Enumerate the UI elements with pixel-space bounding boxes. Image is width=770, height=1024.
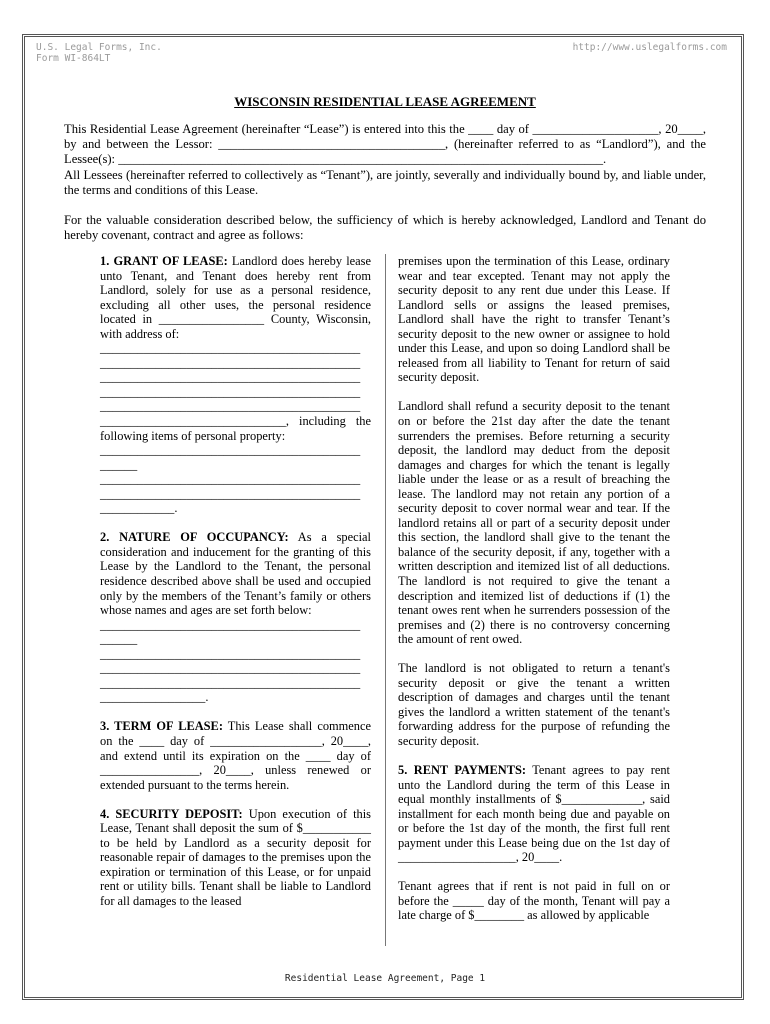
blank-line: __________________________________________	[100, 646, 361, 661]
section-grant-of-lease	[100, 254, 371, 341]
blank-line: __________________________________________	[100, 661, 361, 676]
intro-paragraph-tenants: All Lessees (hereinafter referred to collectively as “Tenant”), are jointly, severally and individually bound by, and liable under, the terms and conditions of this Lease.	[64, 167, 706, 197]
section-heading: 5. RENT PAYMENTS:	[398, 763, 526, 777]
blank-line: ____________.	[100, 501, 178, 516]
blank-line: __________________________________________	[100, 341, 361, 356]
late-charge-paragraph: Tenant agrees that if rent is not paid in full on or before the _____ day of the month, Tenant will pay a late charge of $________ as allowed by applicable	[398, 879, 670, 923]
blank-line: __________________________________________	[100, 399, 361, 414]
column-divider	[385, 254, 386, 946]
section-text: As a special consideration and inducement for the granting of this Lease by the Landlord to the Tenant, the personal residence described above shall be used and occupied only by the members of the Tenant’s family or others whose names and ages are set forth below:	[100, 530, 371, 618]
security-deposit-continued: premises upon the termination of this Lease, ordinary wear and tear excepted. Tenant may not apply the security deposit to any rent due under this Lease. If Landlord sells or assigns the leased premises, Landlord shall have the right to transfer Tenant’s security deposit to the new owner or assignee to hold under this Lease, and upon so doing Landlord shall be released from all liability to Tenant for return of said security deposit.	[398, 254, 670, 385]
blank-line: __________________________________________	[100, 617, 361, 632]
right-column	[398, 254, 670, 923]
blank-line: __________________________________________	[100, 443, 361, 458]
page-footer: Residential Lease Agreement, Page 1	[284, 973, 486, 984]
section-term-of-lease	[100, 719, 371, 792]
deposit-refund-paragraph: Landlord shall refund a security deposit to the tenant on or before the 21st day after the date the tenant surrenders the premises. Before returning a security deposit, the landlord may deduct from the deposit damages and charges for which the tenant is legally liable under the lease or as a result of breaching the lease. The landlord may not retain any portion of a security deposit to cover normal wear and tear. If the landlord retains all or part of a security deposit under this section, the landlord shall give to the tenant the balance of the security deposit, if any, together with a written description and itemized list of all deductions. The landlord is not required to give the tenant a description and itemized list of deductions if (1) the tenant owes rent when he surrenders possession of the premises and (2) there is no controversy concerning the amount of rent owed.	[398, 399, 670, 647]
section-text: Tenant agrees to pay rent unto the Landlord during the term of this Lease in equal monthly installments of $_____________, said installment for each month being due and payable on or before the 1st day of the month, the first full rent payment under this Lease being due on the 1st day of ___________________, 20____.	[398, 763, 670, 865]
left-column	[100, 254, 371, 908]
publisher-name: U.S. Legal Forms, Inc.	[36, 42, 162, 53]
section-nature-of-occupancy	[100, 530, 371, 617]
blank-line: _________________.	[100, 690, 209, 705]
blank-line: __________________________________________	[100, 384, 361, 399]
forwarding-address-paragraph: The landlord is not obligated to return a tenant's security deposit or give the tenant a written description of damages and charges until the tenant gives the landlord a written statement of the tenant's forwarding address for the purpose of refunding the security deposit.	[398, 661, 670, 748]
publisher-header	[36, 42, 162, 64]
blank-line: __________________________________________	[100, 472, 361, 487]
document-title: WISCONSIN RESIDENTIAL LEASE AGREEMENT	[234, 94, 536, 109]
intro-section	[64, 122, 706, 243]
section-rent-payments	[398, 763, 670, 865]
publisher-url[interactable]: http://www.uslegalforms.com	[572, 42, 727, 53]
section-heading: 2. NATURE OF OCCUPANCY:	[100, 530, 289, 545]
blank-line: __________________________________________	[100, 675, 361, 690]
personal-property-intro: ______________________________, including the following items of personal property:	[100, 414, 371, 443]
section-heading: 4. SECURITY DEPOSIT:	[100, 806, 243, 821]
intro-paragraph-parties: This Residential Lease Agreement (hereinafter “Lease”) is entered into this the ____ day of ____________________, 20____, by and between the Lessor: ____________________________________, (hereinafter referred to as “Landlord”), and the Lessee(s): _____________________________________________________________________________.	[64, 122, 706, 167]
blank-line: __________________________________________	[100, 486, 361, 501]
section-security-deposit	[100, 807, 371, 909]
blank-line: __________________________________________	[100, 355, 361, 370]
section-text: Landlord does hereby lease unto Tenant, and Tenant does hereby rent from Landlord, solely for use as a personal residence, excluding all other uses, the personal residence located in _________________ County, Wisconsin, with address of:	[100, 254, 371, 341]
section-heading: 3. TERM OF LEASE:	[100, 719, 223, 734]
section-text: This Lease shall commence on the ____ day of __________________, 20____, and extend until its expiration on the ____ day of ________________, 20____, unless renewed or extended pursuant to the terms herein.	[100, 719, 371, 792]
section-text: Upon execution of this Lease, Tenant shall deposit the sum of $___________ to be held by Landlord as a security deposit for reasonable repair of damages to the premises upon the expiration or termination of this Lease, or for unpaid rent or utility bills. Tenant shall be liable to Landlord for all damages to the leased	[100, 806, 371, 908]
blank-line: ______	[100, 632, 138, 647]
form-number: Form WI-864LT	[36, 53, 111, 64]
section-heading: 1. GRANT OF LEASE:	[100, 254, 228, 268]
blank-line: ______	[100, 457, 138, 472]
blank-line: __________________________________________	[100, 370, 361, 385]
intro-paragraph-consideration: For the valuable consideration described below, the sufficiency of which is hereby acknowledged, Landlord and Tenant do hereby covenant, contract and agree as follows:	[64, 213, 706, 243]
